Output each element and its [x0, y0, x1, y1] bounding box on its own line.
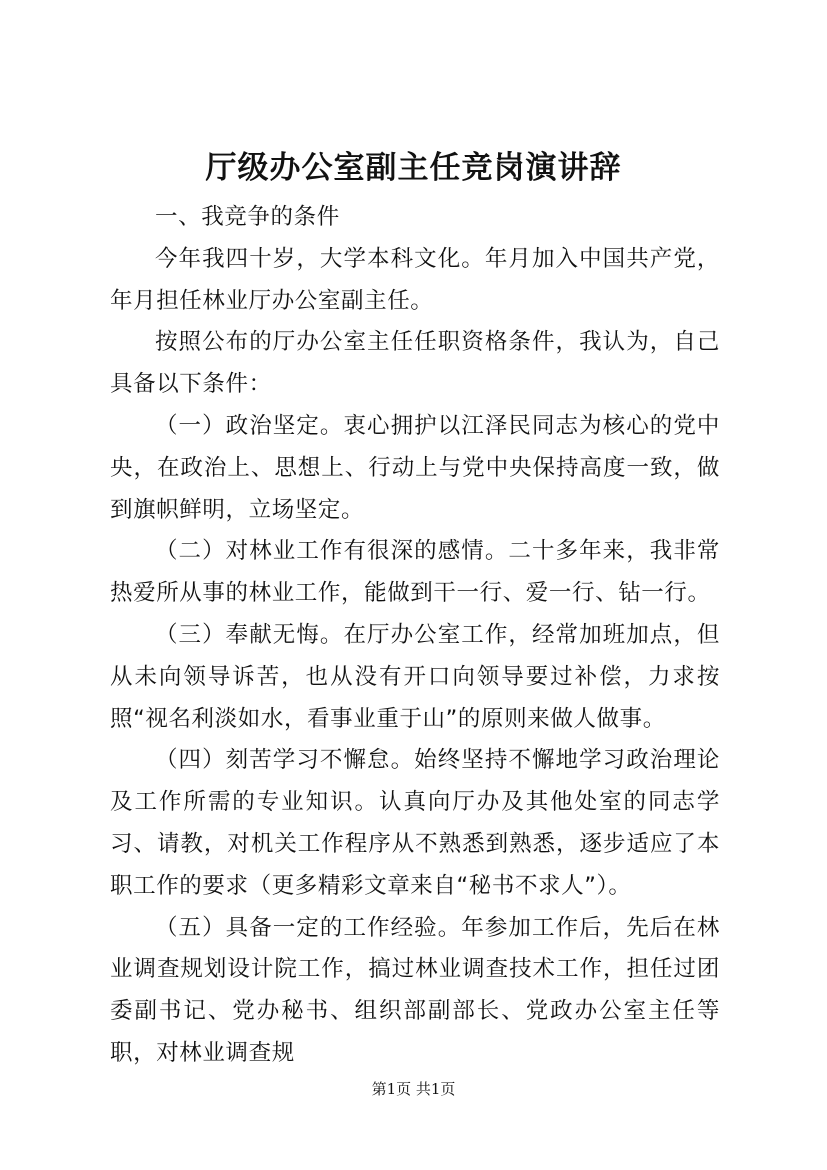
page-number-footer: 第1页 共1页	[371, 1080, 456, 1098]
paragraph: 按照公布的厅办公室主任任职资格条件，我认为，自己具备以下条件：	[110, 329, 720, 398]
paragraph: （一）政治坚定。衷心拥护以江泽民同志为核心的党中央，在政治上、思想上、行动上与党中央保持高度一致，做到旗帜鲜明，立场坚定。	[110, 412, 720, 523]
paragraph: 今年我四十岁，大学本科文化。年月加入中国共产党，年月担任林业厅办公室副主任。	[110, 245, 720, 314]
paragraph: （四）刻苦学习不懈怠。始终坚持不懈地学习政治理论及工作所需的专业知识。认真向厅办及其他处室的同志学习、请教，对机关工作程序从不熟悉到熟悉，逐步适应了本职工作的要求（更多精彩文章来自“秘书不求人”）。	[110, 747, 720, 899]
paragraph: （三）奉献无悔。在厅办公室工作，经常加班加点，但从未向领导诉苦，也从没有开口向领导要过补偿，力求按照“视名利淡如水，看事业重于山”的原则来做人做事。	[110, 621, 720, 732]
document-body	[110, 197, 720, 1075]
paragraph: （二）对林业工作有很深的感情。二十多年来，我非常热爱所从事的林业工作，能做到干一行、爱一行、钻一行。	[110, 538, 720, 607]
document-title: 厅级办公室副主任竞岗演讲辞	[205, 150, 622, 186]
section-heading: 一、我竞争的条件	[155, 204, 340, 230]
paragraph: （五）具备一定的工作经验。年参加工作后，先后在林业调查规划设计院工作，搞过林业调查技术工作，担任过团委副书记、党办秘书、组织部副部长、党政办公室主任等职，对林业调查规	[110, 914, 720, 1066]
